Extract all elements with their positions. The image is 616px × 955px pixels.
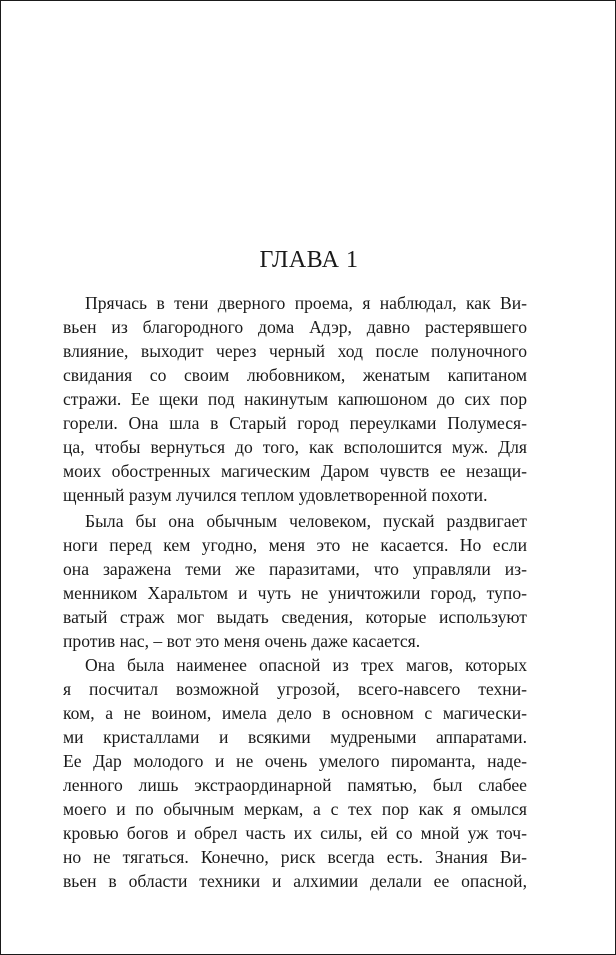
text-line: стражи. Ее щеки под накинутым капюшоном до сих пор xyxy=(63,389,527,409)
text-line: она заражена теми же паразитами, что управляли из- xyxy=(63,559,527,579)
text-line: ми кристаллами и всякими мудреными аппаратами. xyxy=(63,727,527,747)
text-line: я посчитал возможной угрозой, всего-навсего техни- xyxy=(63,679,527,699)
text-line: горели. Она шла в Старый город переулками Полумеся- xyxy=(63,413,527,433)
text-line: моего и по обычным меркам, а с тех пор как я омылся xyxy=(63,799,527,819)
text-line: вьен из благородного дома Адэр, давно растерявшего xyxy=(63,317,527,337)
text-line: Была бы она обычным человеком, пускай раздвигает xyxy=(85,511,527,531)
text-line: Ее Дар молодого и не очень умелого пироманта, наде- xyxy=(63,751,527,771)
text-line: моих обостренных магическим Даром чувств ее незащи- xyxy=(63,461,527,481)
text-line: влияние, выходит через черный ход после полуночного xyxy=(63,341,527,361)
text-line: Она была наименее опасной из трех магов, которых xyxy=(85,655,527,675)
text-line: менником Харальтом и чуть не уничтожили город, тупо- xyxy=(63,583,527,603)
text-line: ца, чтобы вернуться до того, как всполошится муж. Для xyxy=(63,437,527,457)
text-line: кровью богов и обрел часть их силы, ей со мной уж точ- xyxy=(63,823,527,843)
text-line: Прячась в тени дверного проема, я наблюдал, как Ви- xyxy=(85,293,527,313)
text-line: вьен в области техники и алхимии делали ее опасной, xyxy=(63,871,527,891)
text-line: ватый страж мог выдать сведения, которые используют xyxy=(63,607,527,627)
text-line: ноги перед кем угодно, меня это не касается. Но если xyxy=(63,535,527,555)
text-line: ленного лишь экстраординарной памятью, был слабее xyxy=(63,775,527,795)
text-line: но не тягаться. Конечно, риск всегда есть. Знания Ви- xyxy=(63,847,527,867)
text-line: против нас, – вот это меня очень даже касается. xyxy=(63,631,421,651)
chapter-title: ГЛАВА 1 xyxy=(259,247,359,273)
text-line: щенный разум лучился теплом удовлетворенной похоти. xyxy=(63,485,488,505)
text-line: свидания со своим любовником, женатым капитаном xyxy=(63,365,527,385)
text-line: ком, а не воином, имела дело в основном с магически- xyxy=(63,703,527,723)
